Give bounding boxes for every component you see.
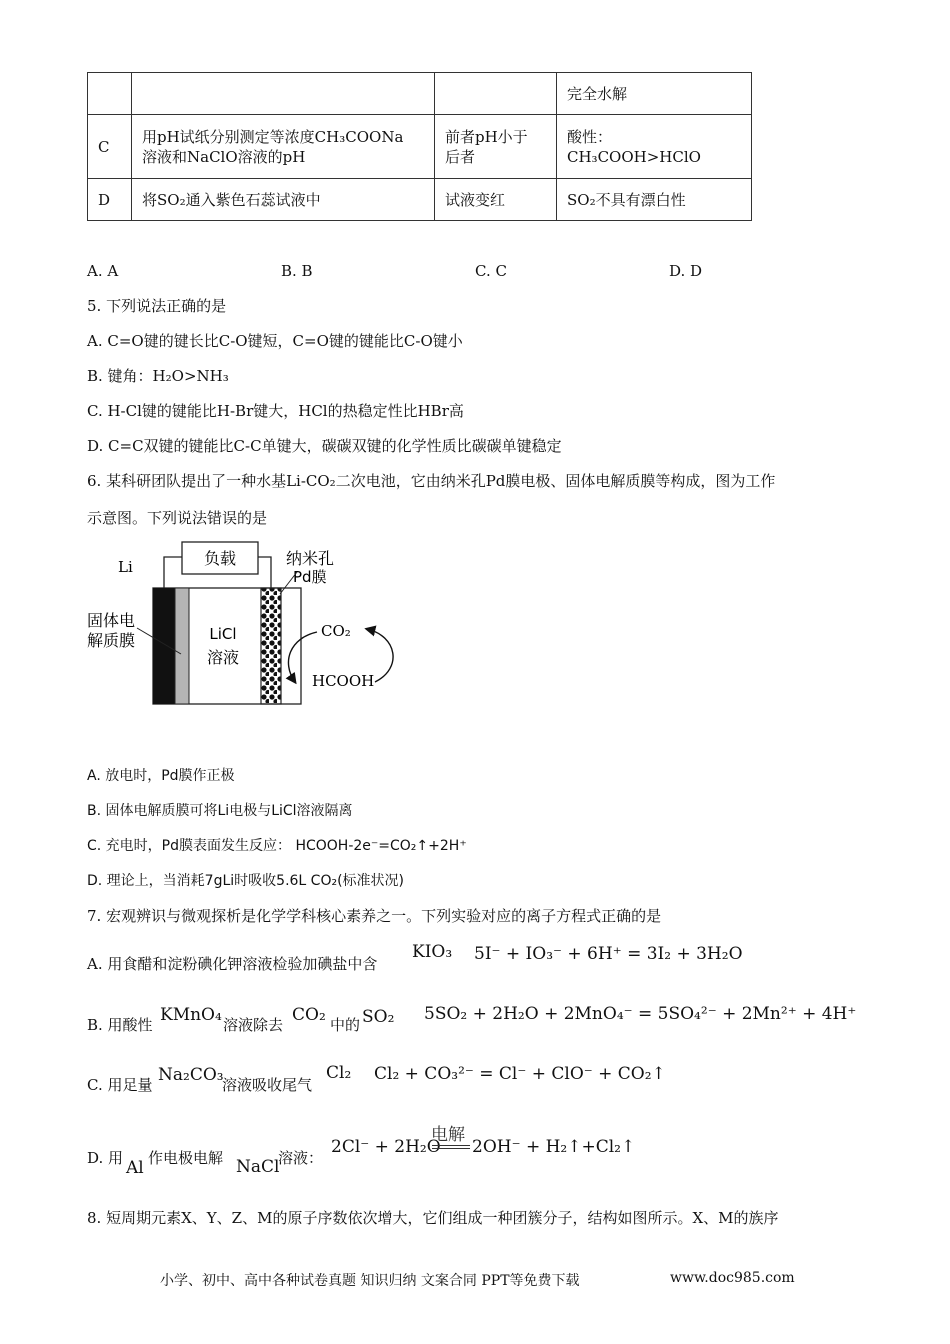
q5-stem: 5. 下列说法正确的是	[87, 297, 227, 315]
phenomenon-line: 前者pH小于	[445, 127, 528, 146]
table-cell-label	[88, 73, 132, 115]
q4-option-a: A. A	[87, 262, 119, 280]
q7-option-d-equation-left: 2Cl⁻ + 2H₂O	[331, 1137, 441, 1157]
q6-stem-line2: 示意图。下列说法错误的是	[87, 509, 268, 527]
q7-option-d-condition: 电解	[431, 1125, 465, 1145]
q8-stem: 8. 短周期元素X、Y、Z、M的原子序数依次增大，它们组成一种团簇分子，结构如图所示。X、M的族序	[87, 1209, 779, 1227]
q6-option-d: D. 理论上，当消耗7gLi时吸收5.6L CO₂(标准状况)	[87, 873, 405, 889]
q6-option-c: C. 充电时，Pd膜表面发生反应： HCOOH-2e⁻=CO₂↑+2H⁺	[87, 838, 467, 854]
table-cell-operation: 将SO₂通入紫色石蕊试液中	[132, 179, 435, 221]
q7-stem: 7. 宏观辨识与微观探析是化学学科核心素养之一。下列实验对应的离子方程式正确的是	[87, 907, 662, 925]
q7-option-d-equation-right: 2OH⁻ + H₂↑+Cl₂↑	[472, 1137, 636, 1157]
li-label: Li	[118, 558, 133, 576]
operation-line: 用pH试纸分别测定等浓度CH₃COONa	[142, 127, 404, 146]
q7-option-c-species2: Cl₂	[326, 1063, 352, 1083]
table-cell-phenomenon: 试液变红	[435, 179, 557, 221]
q5-option-b: B. 键角：H₂O>NH₃	[87, 367, 229, 385]
li-electrode	[153, 588, 175, 704]
wire-right	[258, 557, 271, 588]
table-row	[88, 115, 752, 179]
q6-option-b: B. 固体电解质膜可将Li电极与LiCl溶液隔离	[87, 803, 353, 819]
q7-option-b-species3: SO₂	[362, 1007, 395, 1027]
conclusion-line: 酸性：	[567, 127, 613, 146]
electrolyte-label-line2: 解质膜	[87, 631, 136, 650]
q7-option-d-species1: Al	[126, 1158, 144, 1178]
q7-option-b-equation: 5SO₂ + 2H₂O + 2MnO₄⁻ = 5SO₄²⁻ + 2Mn²⁺ + 4H⁺	[424, 1004, 857, 1024]
q4-option-b: B. B	[281, 262, 313, 280]
operation-line: 溶液和NaClO溶液的pH	[142, 147, 306, 166]
q7-option-c-text2: 溶液吸收尾气	[222, 1076, 313, 1094]
q7-option-c-text1: C. 用足量	[87, 1076, 153, 1094]
experiment-table	[87, 72, 752, 221]
q5-option-a: A. C=O键的键长比C-O键短，C=O键的键能比C-O键小	[87, 332, 463, 350]
nanopore-label-line1: 纳米孔	[286, 549, 335, 568]
battery-diagram	[85, 532, 415, 717]
q7-option-c-equation: Cl₂ + CO₃²⁻ = Cl⁻ + ClO⁻ + CO₂↑	[374, 1064, 666, 1084]
solution-label-line2: 溶液	[206, 648, 240, 667]
q7-option-b-text3: 中的	[330, 1016, 361, 1034]
footer-text: 小学、初中、高中各种试卷真题 知识归纳 文案合同 PPT等免费下载	[160, 1273, 580, 1289]
nanopore-label-line2: Pd膜	[293, 568, 327, 586]
q7-option-d-text2: 作电极电解	[148, 1149, 224, 1167]
q7-option-b-species2: CO₂	[292, 1005, 326, 1025]
q6-option-a: A. 放电时，Pd膜作正极	[87, 768, 235, 784]
footer-url[interactable]: www.doc985.com	[670, 1270, 795, 1286]
q4-option-c: C. C	[475, 262, 507, 280]
table-row	[88, 179, 752, 221]
co2-label: CO₂	[321, 622, 351, 640]
table-cell-label: D	[88, 179, 132, 221]
q7-option-b-species1: KMnO₄	[160, 1005, 222, 1025]
table-cell-conclusion: SO₂不具有漂白性	[557, 179, 752, 221]
q7-option-b-text2: 溶液除去	[223, 1016, 284, 1034]
table-cell-conclusion: 完全水解	[557, 73, 752, 115]
electrolyte-label-line1: 固体电	[87, 611, 136, 630]
q7-option-a-species: KIO₃	[412, 942, 453, 962]
q4-option-d: D. D	[669, 262, 703, 280]
q7-option-b-text1: B. 用酸性	[87, 1016, 153, 1034]
q5-option-d: D. C=C双键的键能比C-C单键大，碳碳双键的化学性质比碳碳单键稳定	[87, 437, 562, 455]
hcooh-label: HCOOH	[312, 672, 375, 690]
q7-option-d-text1: D. 用	[87, 1149, 124, 1167]
table-cell-phenomenon	[435, 73, 557, 115]
q7-option-d-text3: 溶液：	[278, 1149, 324, 1167]
solid-electrolyte-membrane	[175, 588, 189, 704]
wire-left	[164, 557, 182, 588]
table-cell-phenomenon	[435, 115, 557, 179]
table-row	[88, 73, 752, 115]
q7-option-d-species2: NaCl	[236, 1157, 280, 1177]
load-label: 负载	[203, 549, 237, 568]
phenomenon-line: 后者	[445, 147, 476, 166]
table-cell-operation	[132, 73, 435, 115]
q7-option-a-text: A. 用食醋和淀粉碘化钾溶液检验加碘盐中含	[87, 955, 378, 973]
solution-label-line1: LiCl	[209, 625, 237, 643]
pd-nanoporous-film	[261, 588, 281, 704]
table-cell-conclusion	[557, 115, 752, 179]
q6-stem-line1: 6. 某科研团队提出了一种水基Li-CO₂二次电池，它由纳米孔Pd膜电极、固体电解质膜等构成，图为工作	[87, 472, 776, 490]
q7-option-a-equation: 5I⁻ + IO₃⁻ + 6H⁺ = 3I₂ + 3H₂O	[474, 944, 743, 964]
q7-option-c-species1: Na₂CO₃	[158, 1065, 224, 1085]
q5-option-c: C. H-Cl键的键能比H-Br键大，HCl的热稳定性比HBr高	[87, 402, 464, 420]
table-cell-label: C	[88, 115, 132, 179]
conclusion-line: CH₃COOH>HClO	[567, 147, 701, 166]
table-cell-operation	[132, 115, 435, 179]
q7-option-d-equals-bar	[432, 1145, 470, 1149]
